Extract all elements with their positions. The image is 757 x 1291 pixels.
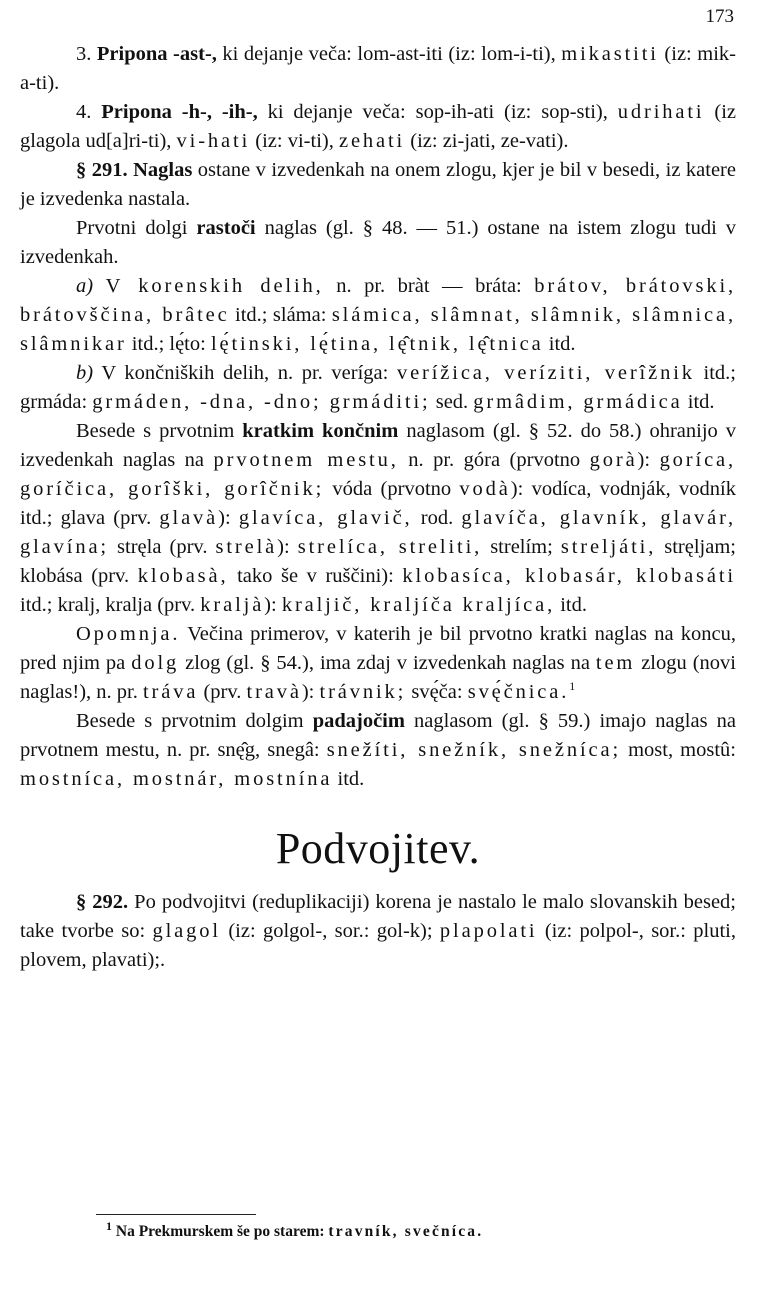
footnote-rule bbox=[96, 1214, 256, 1215]
paragraph-b-koncniskih: b) V končniških delih, n. pr. veríga: verížica, veríziti, verîžnik itd.; grmáda: grmáden, -dna, -dno; grmáditi; sed. grmâdim, grmádica itd. bbox=[20, 362, 736, 413]
paragraph-padajocim: Besede s prvotnim dolgim padajočim naglasom (gl. § 59.) imajo naglas na prvotnem mestu, n. pr. snę̂g, snegâ: snežíti, snežník, snežníca; most, mostû: mostníca, mostnár, mostnína itd. bbox=[20, 710, 736, 790]
paragraph-kratkim-koncnim: Besede s prvotnim kratkim končnim naglasom (gl. § 52. do 58.) ohranijo v izvedenkah naglas na prvotnem mestu, n. pr. góra (prvotno gorà): goríca, goríčica, gorîški, gorîčnik; vóda (prvotno vodà): vodíca, vodnják, vodník itd.; glava (prv. glavà): glavíca, glavič, rod. glavíča, glavník, glavár, glavína; stręla (prv. strelà): strelíca, streliti, strelím; streljáti, stręljam; klobása (prv. klobasà, tako še v ruščini): klobasíca, klobasár, klobasáti itd.; kralj, kralja (prv. kraljà): kraljič, kraljíča kraljíca, itd. bbox=[20, 420, 737, 616]
footnote: $^1$ Na Prekmurskem še po starem: travník, svečníca. bbox=[106, 1218, 484, 1240]
paragraph-pripona-h: 4. Pripona -h-, -ih-, ki dejanje veča: sop-ih-ati (iz: sop-sti), udrihati (iz glagola ud[a]ri-ti), vi-hati (iz: vi-ti), zehati (iz: zi-jati, ze-vati). bbox=[20, 101, 737, 152]
paragraph-292: § 292. Po podvojitvi (reduplikaciji) korena je nastalo le malo slovanskih besed; take tvorbe so: glagol (iz: golgol-, sor.: gol-k); plapolati (iz: polpol-, sor.: pluti, plovem, plavati);. bbox=[20, 891, 737, 971]
paragraph-rastoci: Prvotni dolgi rastoči naglas (gl. § 48. — 51.) ostane na istem zlogu tudi v izvedenkah. bbox=[20, 217, 736, 268]
page-number: 173 bbox=[705, 6, 734, 27]
book-page bbox=[20, 0, 736, 1291]
paragraph-291: § 291. Naglas ostane v izvedenkah na onem zlogu, kjer je bil v besedi, iz katere je izvedenka nastala. bbox=[20, 159, 736, 210]
paragraph-pripona-ast: 3. Pripona -ast-, ki dejanje veča: lom-ast-iti (iz: lom-i-ti), mikastiti (iz: mik-a-ti). bbox=[20, 43, 736, 94]
main-text bbox=[20, 40, 736, 975]
section-heading: Podvojitev. bbox=[275, 824, 481, 873]
paragraph-a-korenskih: a) V korenskih delih, n. pr. bràt — bráta: brátov, brátovski, brátovščina, brâtec itd.; sláma: slámica, slâmnat, slâmnik, slâmnica, slâmnikar itd.; lę́to: lę́tinski, lę́tina, lę̂tnik, lę̂tnica itd. bbox=[20, 275, 737, 355]
paragraph-opomnja: Opomnja. Večina primerov, v katerih je bil prvotno kratki naglas na koncu, pred njim pa dolg zlog (gl. § 54.), ima zdaj v izvedenkah naglas na tem zlogu (novi naglas!), n. pr. tráva (prv. travà): trávnik; svę́ča: svę́čnica.$^1$ bbox=[20, 623, 736, 703]
